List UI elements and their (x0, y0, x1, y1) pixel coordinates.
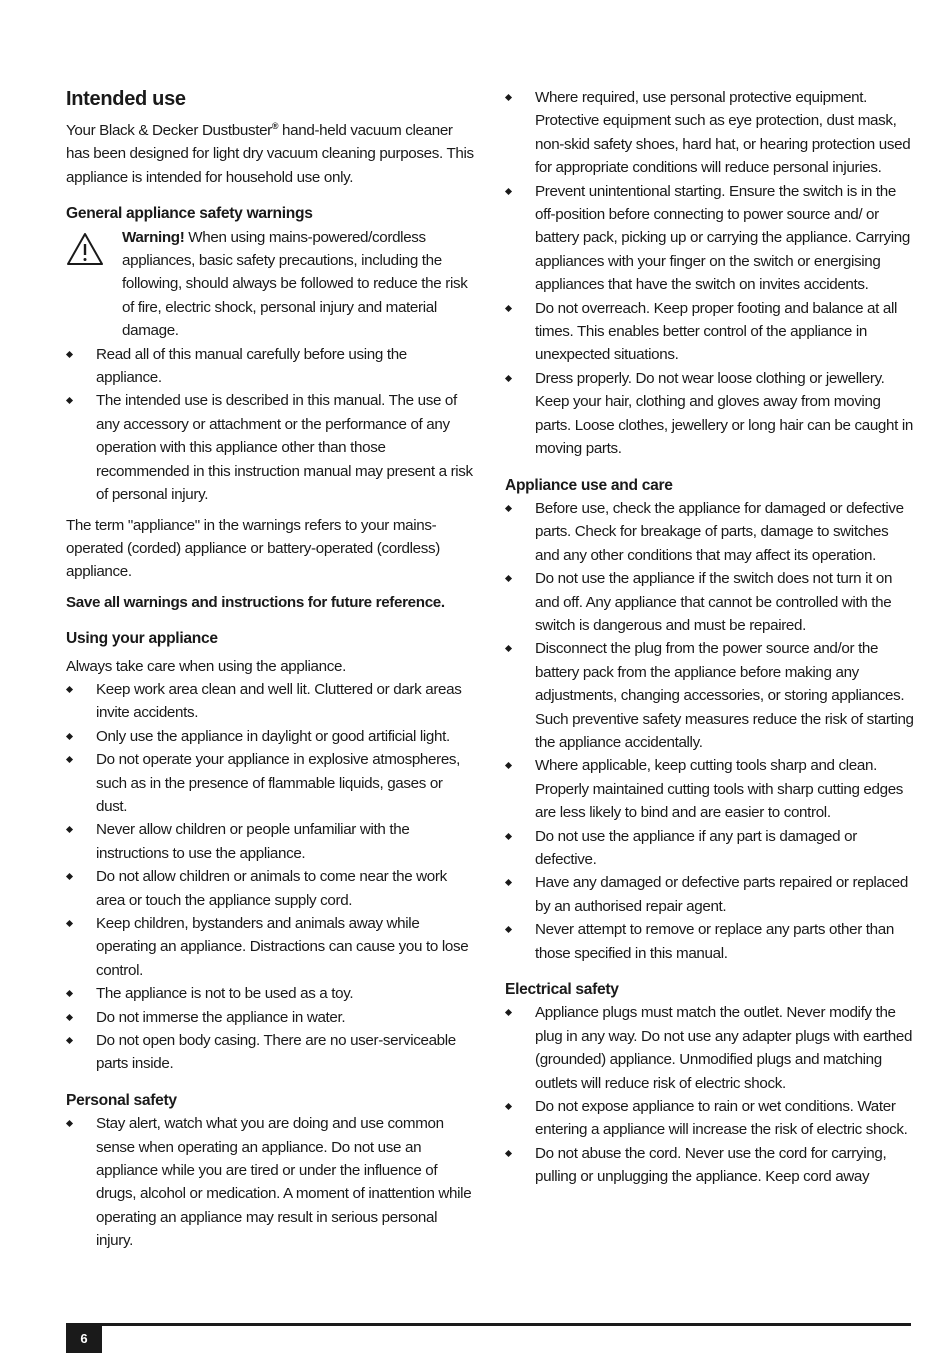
list-item: The intended use is described in this manual. The use of any accessory or attachment or the performance of any operation with this appliance other than those recommended in this instruction manual may present a risk of personal injury. (66, 389, 476, 506)
general-list (66, 343, 476, 507)
list-item: Never allow children or people unfamiliar with the instructions to use the appliance. (66, 818, 476, 865)
bullet-icon (66, 920, 73, 927)
warning-block (66, 226, 476, 343)
warning-label: Warning! (122, 228, 185, 246)
list-item: Disconnect the plug from the power source and/or the battery pack from the appliance before making any adjustments, changing accessories, or storing appliances. Such preventive safety measures reduce the risk of starting the appliance accidentally. (505, 637, 915, 754)
term-text: The term "appliance" in the warnings refers to your mains-operated (corded) appliance or battery-operated (cordless) appliance. (66, 516, 440, 581)
bullet-icon (66, 1120, 73, 1127)
page-number: 6 (66, 1323, 102, 1353)
bullet-icon (505, 505, 512, 512)
bullet-icon (66, 397, 73, 404)
personal-safety-list-continued (505, 86, 915, 461)
save-instructions-text: Save all warnings and instructions for future reference. (66, 593, 445, 611)
bullet-icon (505, 188, 512, 195)
bullet-icon (505, 833, 512, 840)
bullet-icon (505, 305, 512, 312)
personal-safety-title: Personal safety (66, 1091, 177, 1109)
list-item: Never attempt to remove or replace any parts other than those specified in this manual. (505, 918, 915, 965)
list-item: Keep work area clean and well lit. Cluttered or dark areas invite accidents. (66, 678, 476, 725)
general-warnings-title: General appliance safety warnings (66, 205, 313, 223)
electrical-safety-title: Electrical safety (505, 981, 619, 999)
list-item: Stay alert, watch what you are doing and use common sense when operating an appliance. Do not use an appliance while you are tired or under the influence of drugs, alcohol or medication. A moment of inattention while operating an appliance may result in serious personal injury. (66, 1112, 476, 1252)
list-item: Do not use the appliance if any part is damaged or defective. (505, 825, 915, 872)
list-item: Where required, use personal protective equipment. Protective equipment such as eye protection, dust mask, non-skid safety shoes, hard hat, or hearing protection used for appropriate conditions will reduce personal injuries. (505, 86, 915, 180)
use-and-care-list (505, 497, 915, 965)
bullet-icon (66, 1014, 73, 1021)
using-intro-text: Always take care when using the appliance. (66, 657, 346, 675)
list-item: Do not overreach. Keep proper footing and balance at all times. This enables better control of the appliance in unexpected situations. (505, 297, 915, 367)
list-item: Do not open body casing. There are no user-serviceable parts inside. (66, 1029, 476, 1076)
list-item: The appliance is not to be used as a toy. (66, 982, 476, 1005)
bullet-icon (505, 1150, 512, 1157)
bullet-icon (66, 756, 73, 763)
electrical-safety-list (505, 1001, 915, 1188)
list-item: Do not allow children or animals to come near the work area or touch the appliance supply cord. (66, 865, 476, 912)
bullet-icon (66, 1037, 73, 1044)
bullet-icon (505, 926, 512, 933)
bullet-icon (505, 1103, 512, 1110)
list-item: Only use the appliance in daylight or good artificial light. (66, 725, 476, 748)
bullet-icon (505, 375, 512, 382)
bullet-icon (505, 1009, 512, 1016)
list-item: Where applicable, keep cutting tools sharp and clean. Properly maintained cutting tools with sharp cutting edges are less likely to bind and are easier to control. (505, 754, 915, 824)
intended-use-text: Your Black & Decker Dustbuster® hand-held vacuum cleaner has been designed for light dry vacuum cleaning purposes. This appliance is intended for household use only. (66, 120, 474, 186)
bullet-icon (505, 645, 512, 652)
list-item: Keep children, bystanders and animals away while operating an appliance. Distractions can cause you to lose control. (66, 912, 476, 982)
bullet-icon (66, 873, 73, 880)
bullet-icon (66, 686, 73, 693)
intended-use-title: Intended use (66, 88, 186, 110)
bullet-icon (505, 94, 512, 101)
list-item: Dress properly. Do not wear loose clothing or jewellery. Keep your hair, clothing and gloves away from moving parts. Loose clothes, jewellery or long hair can be caught in moving parts. (505, 367, 915, 461)
list-item: Do not use the appliance if the switch does not turn it on and off. Any appliance that cannot be controlled with the switch is dangerous and must be repaired. (505, 567, 915, 637)
bullet-icon (66, 826, 73, 833)
bullet-icon (66, 990, 73, 997)
using-appliance-title: Using your appliance (66, 630, 218, 648)
list-item: Do not operate your appliance in explosive atmospheres, such as in the presence of flammable liquids, gases or dust. (66, 748, 476, 818)
bullet-icon (505, 575, 512, 582)
using-list (66, 678, 476, 1076)
bullet-icon (505, 762, 512, 769)
list-item: Do not expose appliance to rain or wet conditions. Water entering a appliance will increase the risk of electric shock. (505, 1095, 915, 1142)
right-column (505, 86, 915, 1189)
warning-text: Warning! When using mains-powered/cordless appliances, basic safety precautions, including the following, should always be followed to reduce the risk of fire, electric shock, personal injury and material damage. (122, 228, 468, 340)
list-item: Before use, check the appliance for damaged or defective parts. Check for breakage of parts, damage to switches and any other conditions that may affect its operation. (505, 497, 915, 567)
warning-triangle-icon (66, 232, 104, 266)
list-item: Appliance plugs must match the outlet. Never modify the plug in any way. Do not use any adapter plugs with earthed (grounded) appliance. Unmodified plugs and matching outlets will reduce risk of electric shock. (505, 1001, 915, 1095)
footer-divider (66, 1323, 911, 1326)
list-item: Prevent unintentional starting. Ensure the switch is in the off-position before connecting to power source and/ or battery pack, picking up or carrying the appliance. Carrying appliances with your finger on the switch or energising appliances that have the switch on invites accidents. (505, 180, 915, 297)
list-item: Have any damaged or defective parts repaired or replaced by an authorised repair agent. (505, 871, 915, 918)
bullet-icon (66, 351, 73, 358)
left-column (66, 86, 476, 1253)
use-and-care-title: Appliance use and care (505, 476, 673, 494)
list-item: Do not immerse the appliance in water. (66, 1006, 476, 1029)
bullet-icon (505, 879, 512, 886)
list-item: Read all of this manual carefully before using the appliance. (66, 343, 476, 390)
personal-safety-list (66, 1112, 476, 1252)
bullet-icon (66, 733, 73, 740)
list-item: Do not abuse the cord. Never use the cord for carrying, pulling or unplugging the appliance. Keep cord away (505, 1142, 915, 1189)
